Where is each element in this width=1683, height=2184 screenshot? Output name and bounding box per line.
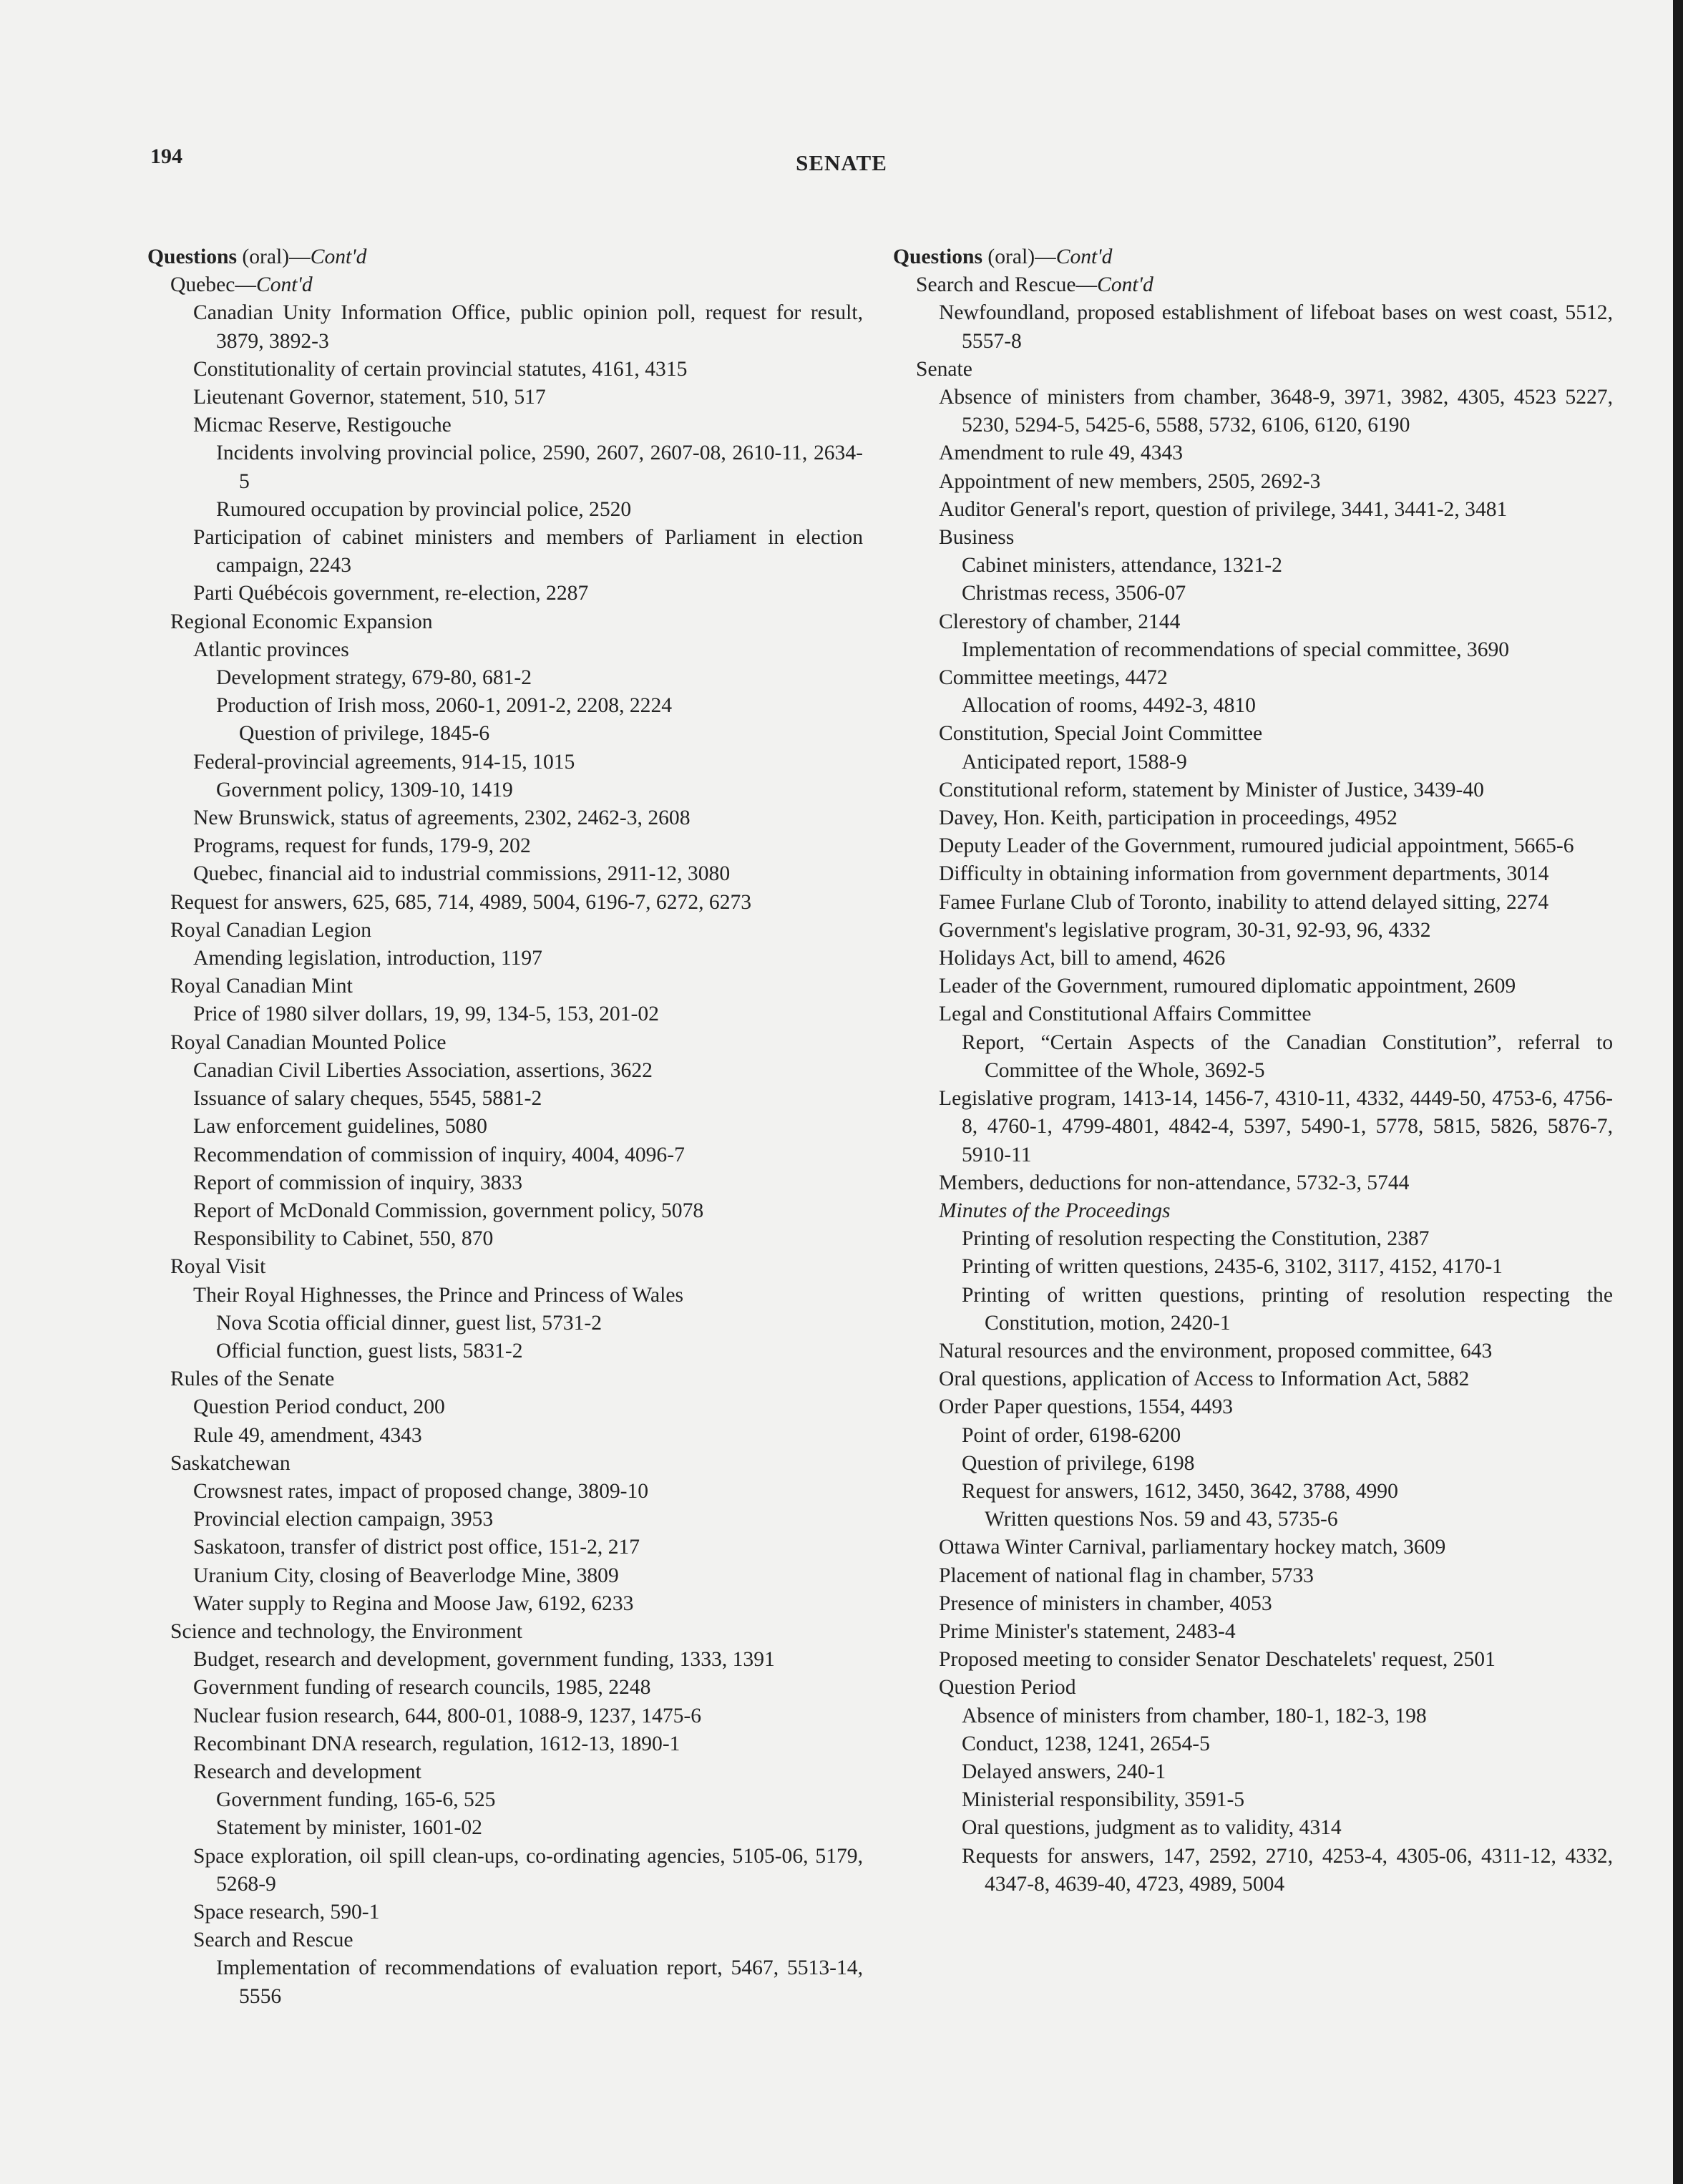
index-entry bbox=[893, 1282, 1613, 1337]
entry-text: Requests for answers, 147, 2592, 2710, 4253-4, 4305-06, 4311-12, 4332, 4347-8, 4639-40, 4723, 4989, 5004 bbox=[962, 1844, 1613, 1896]
index-entry bbox=[893, 271, 1613, 299]
entry-text: Science and technology, the Environment bbox=[170, 1619, 522, 1643]
entry-text: Programs, request for funds, 179-9, 202 bbox=[193, 834, 531, 858]
entry-text: Delayed answers, 240-1 bbox=[962, 1760, 1166, 1783]
entry-text: Nova Scotia official dinner, guest list, 5731-2 bbox=[216, 1311, 603, 1335]
index-entry bbox=[893, 1534, 1613, 1561]
index-entry bbox=[147, 1562, 863, 1590]
entry-text: Quebec— bbox=[170, 273, 256, 297]
entry-text: Issuance of salary cheques, 5545, 5881-2 bbox=[193, 1087, 542, 1111]
entry-text: Printing of written questions, 2435-6, 3102, 3117, 4152, 4170-1 bbox=[962, 1255, 1503, 1279]
index-entry bbox=[147, 356, 863, 384]
index-entry bbox=[893, 1225, 1613, 1253]
index-entry bbox=[893, 1590, 1613, 1618]
entry-text: Request for answers, 625, 685, 714, 4989, 5004, 6196-7, 6272, 6273 bbox=[170, 890, 752, 914]
entry-text: Absence of ministers from chamber, 180-1, 182-3, 198 bbox=[962, 1704, 1427, 1727]
index-entry bbox=[893, 1843, 1613, 1898]
index-entry bbox=[147, 1646, 863, 1674]
entry-text: Report of commission of inquiry, 3833 bbox=[193, 1171, 523, 1194]
entry-text: Government funding of research councils, 1985, 2248 bbox=[193, 1676, 651, 1700]
index-entry bbox=[893, 1506, 1613, 1534]
entry-text: Uranium City, closing of Beaverlodge Mine, 3809 bbox=[193, 1564, 619, 1587]
index-entry bbox=[893, 524, 1613, 552]
index-entry bbox=[147, 1310, 863, 1337]
index-entry bbox=[147, 1618, 863, 1646]
index-entry bbox=[147, 889, 863, 917]
entry-text: Question of privilege, 1845-6 bbox=[239, 722, 490, 746]
index-entry bbox=[147, 1057, 863, 1085]
index-entry bbox=[893, 749, 1613, 776]
entry-text: Royal Canadian Mounted Police bbox=[170, 1030, 447, 1054]
index-entry bbox=[893, 1393, 1613, 1421]
index-entry bbox=[147, 1450, 863, 1478]
index-entry bbox=[147, 1253, 863, 1281]
index-entry bbox=[893, 1169, 1613, 1197]
index-entry bbox=[893, 1646, 1613, 1674]
entry-text: Federal-provincial agreements, 914-15, 1015 bbox=[193, 750, 575, 774]
index-entry bbox=[147, 1590, 863, 1618]
entry-text: Prime Minister's statement, 2483-4 bbox=[939, 1619, 1236, 1643]
index-entry bbox=[893, 1562, 1613, 1590]
index-entry bbox=[147, 1000, 863, 1028]
entry-text: Search and Rescue bbox=[193, 1929, 353, 1952]
index-entry bbox=[893, 776, 1613, 804]
entry-text: Legal and Constitutional Affairs Committee bbox=[939, 1003, 1312, 1026]
entry-text: (oral)— bbox=[987, 245, 1056, 268]
entry-text: Difficulty in obtaining information from government departments, 3014 bbox=[939, 862, 1549, 886]
index-entry bbox=[893, 1365, 1613, 1393]
entry-text: Appointment of new members, 2505, 2692-3 bbox=[939, 469, 1321, 493]
entry-italic: Cont'd bbox=[255, 273, 313, 297]
entry-text: Search and Rescue— bbox=[916, 273, 1098, 297]
page-edge bbox=[1673, 0, 1683, 2184]
entry-text: Nuclear fusion research, 644, 800-01, 1088-9, 1237, 1475-6 bbox=[193, 1704, 702, 1727]
entry-text: Legislative program, 1413-14, 1456-7, 4310-11, 4332, 4449-50, 4753-6, 4756-8, 4760-1, 4799-4801, 4842-4, 5397, 5490-1, 5778, 5815, 5826, 5876-7, 5910-11 bbox=[939, 1087, 1613, 1166]
entry-text: Regional Economic Expansion bbox=[170, 610, 433, 633]
entry-text: Absence of ministers from chamber, 3648-9, 3971, 3982, 4305, 4523 5227, 5230, 5294-5, 5425-6, 5588, 5732, 6106, 6120, 6190 bbox=[939, 386, 1613, 437]
entry-text: Royal Canadian Legion bbox=[170, 918, 372, 942]
entry-text: Davey, Hon. Keith, participation in proceedings, 4952 bbox=[939, 806, 1397, 830]
entry-text: Space research, 590-1 bbox=[193, 1900, 380, 1924]
index-entry bbox=[147, 1197, 863, 1225]
index-entry bbox=[147, 692, 863, 720]
index-entry bbox=[147, 1169, 863, 1197]
entry-text: Anticipated report, 1588-9 bbox=[962, 750, 1187, 774]
index-entry bbox=[147, 1478, 863, 1506]
entry-text: Government funding, 165-6, 525 bbox=[216, 1788, 496, 1812]
entry-text: Senate bbox=[916, 357, 972, 381]
index-entry bbox=[147, 972, 863, 1000]
index-entry bbox=[893, 1450, 1613, 1478]
index-entry bbox=[893, 1000, 1613, 1028]
index-column-right bbox=[893, 243, 1613, 1898]
entry-text: Business bbox=[939, 526, 1015, 550]
index-entry bbox=[893, 1085, 1613, 1169]
index-entry bbox=[147, 496, 863, 524]
index-entry bbox=[893, 1197, 1613, 1225]
entry-heading: Questions bbox=[147, 245, 237, 268]
index-entry bbox=[147, 776, 863, 804]
entry-text: Budget, research and development, government funding, 1333, 1391 bbox=[193, 1648, 775, 1672]
index-entry bbox=[147, 1843, 863, 1898]
entry-text: Famee Furlane Club of Toronto, inability to attend delayed sitting, 2274 bbox=[939, 890, 1549, 914]
index-entry bbox=[147, 1365, 863, 1393]
entry-text: Rules of the Senate bbox=[170, 1368, 335, 1391]
index-entry bbox=[147, 917, 863, 945]
index-entry bbox=[147, 1113, 863, 1141]
index-entry bbox=[893, 1758, 1613, 1786]
entry-text: Canadian Unity Information Office, public opinion poll, request for result, 3879, 3892-3 bbox=[193, 301, 863, 353]
index-entry bbox=[893, 972, 1613, 1000]
index-entry bbox=[147, 1085, 863, 1113]
index-entry bbox=[147, 1926, 863, 1954]
index-entry bbox=[893, 439, 1613, 467]
entry-text: Recombinant DNA research, regulation, 1612-13, 1890-1 bbox=[193, 1732, 680, 1755]
entry-text: Canadian Civil Liberties Association, assertions, 3622 bbox=[193, 1058, 653, 1082]
index-entry bbox=[147, 608, 863, 636]
entry-text: Oral questions, judgment as to validity, 4314 bbox=[962, 1816, 1342, 1840]
entry-text: Micmac Reserve, Restigouche bbox=[193, 414, 452, 437]
index-entry bbox=[147, 1674, 863, 1702]
entry-text: Newfoundland, proposed establishment of lifeboat bases on west coast, 5512, 5557-8 bbox=[939, 301, 1613, 353]
entry-text: Recommendation of commission of inquiry, 4004, 4096-7 bbox=[193, 1143, 685, 1166]
entry-italic: Minutes of the Proceedings bbox=[939, 1199, 1171, 1222]
entry-text: Atlantic provinces bbox=[193, 638, 349, 661]
index-entry bbox=[147, 580, 863, 608]
index-entry bbox=[147, 299, 863, 355]
entry-text: Question Period conduct, 200 bbox=[193, 1395, 445, 1419]
index-entry bbox=[893, 1478, 1613, 1506]
index-entry bbox=[893, 1618, 1613, 1646]
entry-text: Constitution, Special Joint Committee bbox=[939, 722, 1263, 746]
entry-text: Auditor General's report, question of privilege, 3441, 3441-2, 3481 bbox=[939, 497, 1508, 521]
index-entry bbox=[893, 1730, 1613, 1758]
index-entry bbox=[147, 804, 863, 832]
entry-text: Saskatchewan bbox=[170, 1451, 291, 1475]
index-entry bbox=[893, 889, 1613, 917]
index-entry bbox=[893, 917, 1613, 945]
index-entry bbox=[893, 356, 1613, 384]
index-entry bbox=[893, 945, 1613, 972]
index-entry bbox=[893, 1422, 1613, 1450]
index-entry bbox=[893, 804, 1613, 832]
index-entry bbox=[893, 1253, 1613, 1281]
index-entry bbox=[893, 664, 1613, 692]
entry-text: Ministerial responsibility, 3591-5 bbox=[962, 1788, 1245, 1812]
entry-text: Implementation of recommendations of evaluation report, 5467, 5513-14, 5556 bbox=[216, 1956, 863, 2008]
entry-text: Amending legislation, introduction, 1197 bbox=[193, 947, 542, 970]
entry-text: Committee meetings, 4472 bbox=[939, 666, 1168, 690]
entry-text: Request for answers, 1612, 3450, 3642, 3788, 4990 bbox=[962, 1479, 1398, 1503]
index-entry bbox=[147, 1758, 863, 1786]
entry-text: Responsibility to Cabinet, 550, 870 bbox=[193, 1227, 494, 1251]
index-entry bbox=[147, 1730, 863, 1758]
index-entry bbox=[147, 860, 863, 888]
entry-text: Implementation of recommendations of special committee, 3690 bbox=[962, 638, 1510, 661]
entry-text: Amendment to rule 49, 4343 bbox=[939, 442, 1184, 465]
entry-italic: Cont'd bbox=[1055, 245, 1113, 268]
entry-text: Christmas recess, 3506-07 bbox=[962, 582, 1186, 605]
index-entry bbox=[893, 1029, 1613, 1085]
entry-text: Research and development bbox=[193, 1760, 421, 1783]
entry-text: Lieutenant Governor, statement, 510, 517 bbox=[193, 386, 546, 409]
entry-text: Point of order, 6198-6200 bbox=[962, 1423, 1181, 1447]
index-entry bbox=[893, 496, 1613, 524]
index-entry bbox=[147, 1814, 863, 1842]
index-entry bbox=[147, 524, 863, 580]
entry-text: Crowsnest rates, impact of proposed change, 3809-10 bbox=[193, 1479, 649, 1503]
entry-text: Official function, guest lists, 5831-2 bbox=[216, 1339, 523, 1362]
index-entry bbox=[893, 1814, 1613, 1842]
entry-text: Constitutional reform, statement by Minister of Justice, 3439-40 bbox=[939, 778, 1484, 801]
entry-text: Rule 49, amendment, 4343 bbox=[193, 1423, 422, 1447]
index-entry bbox=[147, 439, 863, 495]
index-entry bbox=[147, 384, 863, 411]
index-entry bbox=[147, 1422, 863, 1450]
entry-text: Clerestory of chamber, 2144 bbox=[939, 610, 1181, 633]
entry-text: Natural resources and the environment, proposed committee, 643 bbox=[939, 1339, 1493, 1362]
index-entry bbox=[893, 243, 1613, 271]
entry-text: Royal Canadian Mint bbox=[170, 975, 353, 998]
entry-text: Placement of national flag in chamber, 5733 bbox=[939, 1564, 1314, 1587]
entry-text: Statement by minister, 1601-02 bbox=[216, 1816, 482, 1840]
entry-text: Allocation of rooms, 4492-3, 4810 bbox=[962, 694, 1256, 718]
index-entry bbox=[147, 1534, 863, 1561]
entry-text: Deputy Leader of the Government, rumoured judicial appointment, 5665-6 bbox=[939, 834, 1574, 858]
index-entry bbox=[147, 1702, 863, 1730]
entry-text: Question of privilege, 6198 bbox=[962, 1451, 1195, 1475]
entry-text: Government's legislative program, 30-31, 92-93, 96, 4332 bbox=[939, 918, 1431, 942]
index-entry bbox=[147, 1029, 863, 1057]
entry-text: Provincial election campaign, 3953 bbox=[193, 1508, 494, 1531]
entry-text: Constitutionality of certain provincial statutes, 4161, 4315 bbox=[193, 357, 688, 381]
index-entry bbox=[893, 1786, 1613, 1814]
index-entry bbox=[893, 1702, 1613, 1730]
index-entry bbox=[147, 1786, 863, 1814]
entry-text: Law enforcement guidelines, 5080 bbox=[193, 1115, 487, 1139]
running-head: SENATE bbox=[796, 150, 887, 175]
entry-text: Rumoured occupation by provincial police, 2520 bbox=[216, 497, 632, 521]
index-entry bbox=[147, 411, 863, 439]
entry-text: Development strategy, 679-80, 681-2 bbox=[216, 666, 532, 690]
index-entry bbox=[147, 1225, 863, 1253]
entry-text: Cabinet ministers, attendance, 1321-2 bbox=[962, 554, 1282, 577]
index-entry bbox=[893, 384, 1613, 439]
index-entry bbox=[147, 664, 863, 692]
entry-text: Water supply to Regina and Moose Jaw, 6192, 6233 bbox=[193, 1591, 634, 1615]
index-entry bbox=[147, 832, 863, 860]
entry-text: Royal Visit bbox=[170, 1255, 266, 1279]
index-entry bbox=[893, 468, 1613, 496]
entry-heading: Questions bbox=[893, 245, 982, 268]
index-entry bbox=[147, 636, 863, 664]
index-entry bbox=[147, 1337, 863, 1365]
index-entry bbox=[147, 720, 863, 748]
index-entry bbox=[147, 1393, 863, 1421]
index-entry bbox=[147, 1954, 863, 2010]
entry-text: Written questions Nos. 59 and 43, 5735-6 bbox=[985, 1508, 1338, 1531]
entry-text: Printing of written questions, printing of resolution respecting the Constitution, motion, 2420-1 bbox=[962, 1283, 1613, 1335]
index-entry bbox=[147, 243, 863, 271]
entry-text: Production of Irish moss, 2060-1, 2091-2, 2208, 2224 bbox=[216, 694, 673, 718]
index-entry bbox=[893, 636, 1613, 664]
entry-text: Members, deductions for non-attendance, 5732-3, 5744 bbox=[939, 1171, 1410, 1194]
entry-text: Question Period bbox=[939, 1676, 1076, 1700]
index-entry bbox=[147, 749, 863, 776]
entry-text: New Brunswick, status of agreements, 2302, 2462-3, 2608 bbox=[193, 806, 691, 830]
entry-text: Order Paper questions, 1554, 4493 bbox=[939, 1395, 1233, 1419]
index-entry bbox=[147, 1898, 863, 1926]
index-entry bbox=[893, 832, 1613, 860]
entry-text: Saskatoon, transfer of district post office, 151-2, 217 bbox=[193, 1536, 640, 1559]
entry-text: Report of McDonald Commission, government policy, 5078 bbox=[193, 1199, 704, 1222]
index-entry bbox=[893, 692, 1613, 720]
index-entry bbox=[147, 271, 863, 299]
index-entry bbox=[893, 552, 1613, 580]
entry-text: Parti Québécois government, re-election, 2287 bbox=[193, 582, 589, 605]
entry-text: Oral questions, application of Access to Information Act, 5882 bbox=[939, 1368, 1470, 1391]
page-number: 194 bbox=[150, 145, 182, 168]
index-entry bbox=[147, 1506, 863, 1534]
entry-text: Conduct, 1238, 1241, 2654-5 bbox=[962, 1732, 1210, 1755]
entry-text: (oral)— bbox=[242, 245, 311, 268]
entry-text: Participation of cabinet ministers and members of Parliament in election campaign, 2243 bbox=[193, 526, 863, 577]
entry-italic: Cont'd bbox=[1097, 273, 1153, 297]
entry-text: Their Royal Highnesses, the Prince and Princess of Wales bbox=[193, 1283, 683, 1307]
entry-text: Presence of ministers in chamber, 4053 bbox=[939, 1591, 1272, 1615]
entry-text: Printing of resolution respecting the Constitution, 2387 bbox=[962, 1227, 1430, 1251]
index-column-left bbox=[147, 243, 863, 2011]
index-entry bbox=[893, 580, 1613, 608]
entry-text: Quebec, financial aid to industrial commissions, 2911-12, 3080 bbox=[193, 862, 731, 886]
entry-italic: Cont'd bbox=[310, 245, 367, 268]
entry-text: Price of 1980 silver dollars, 19, 99, 134-5, 153, 201-02 bbox=[193, 1003, 659, 1026]
entry-text: Report, “Certain Aspects of the Canadian Constitution”, referral to Committee of the Whole, 3692-5 bbox=[962, 1030, 1613, 1082]
index-entry bbox=[893, 1337, 1613, 1365]
index-entry bbox=[893, 299, 1613, 355]
entry-text: Space exploration, oil spill clean-ups, co-ordinating agencies, 5105-06, 5179, 5268-9 bbox=[193, 1844, 863, 1896]
index-entry bbox=[893, 860, 1613, 888]
entry-text: Holidays Act, bill to amend, 4626 bbox=[939, 947, 1226, 970]
entry-text: Leader of the Government, rumoured diplomatic appointment, 2609 bbox=[939, 975, 1516, 998]
entry-text: Ottawa Winter Carnival, parliamentary hockey match, 3609 bbox=[939, 1536, 1446, 1559]
index-entry bbox=[893, 608, 1613, 636]
index-entry bbox=[147, 1282, 863, 1310]
index-entry bbox=[893, 1674, 1613, 1702]
entry-text: Proposed meeting to consider Senator Deschatelets' request, 2501 bbox=[939, 1648, 1496, 1672]
index-entry bbox=[147, 1141, 863, 1169]
entry-text: Government policy, 1309-10, 1419 bbox=[216, 778, 513, 801]
index-entry bbox=[147, 945, 863, 972]
entry-text: Incidents involving provincial police, 2590, 2607, 2607-08, 2610-11, 2634-5 bbox=[216, 442, 863, 493]
index-entry bbox=[893, 720, 1613, 748]
